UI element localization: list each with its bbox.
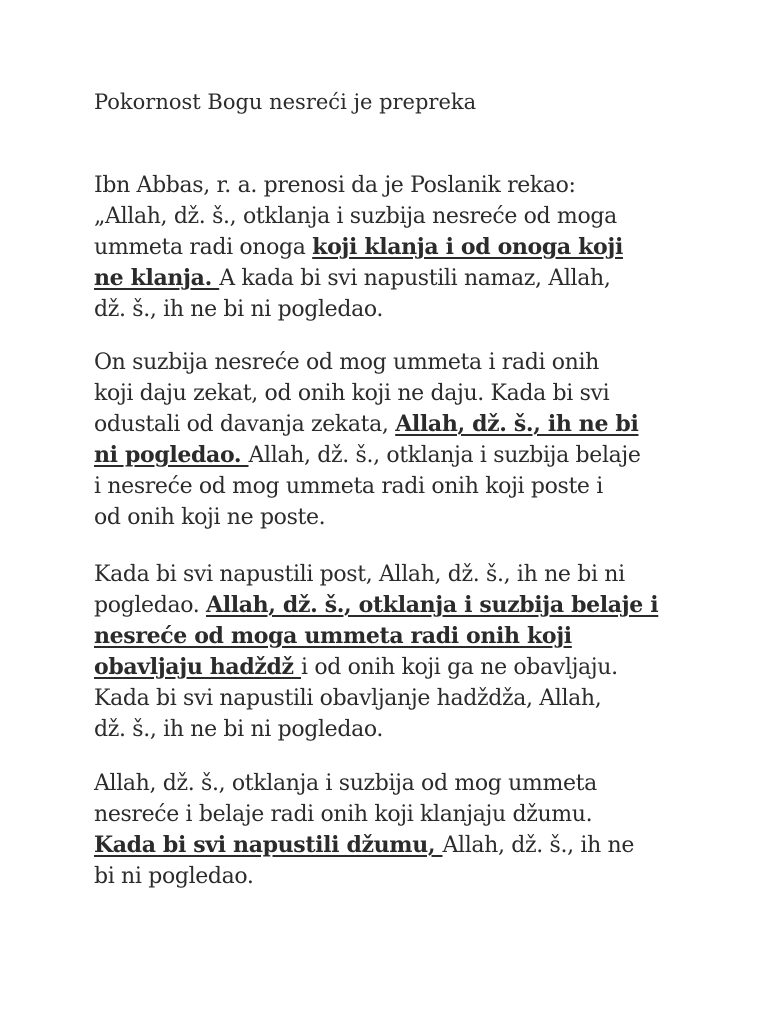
text-line xyxy=(94,294,623,325)
body-text: Kada bi svi napustili obavljanje hadždža, Allah, xyxy=(94,686,602,711)
text-line xyxy=(94,409,641,440)
body-text: koji daju zekat, od onih koji ne daju. Kada bi svi xyxy=(94,381,610,406)
text-line xyxy=(94,440,641,471)
text-line xyxy=(94,652,658,683)
body-text: Allah, dž. š., otklanja i suzbija belaje xyxy=(248,443,641,468)
body-text: dž. š., ih ne bi ni pogledao. xyxy=(94,297,383,322)
text-line xyxy=(94,621,658,652)
text-line xyxy=(94,232,623,263)
body-text: odustali od davanja zekata, xyxy=(94,412,396,437)
emphasized-text: Allah, dž. š., otklanja i suzbija belaje i xyxy=(206,592,659,618)
body-text: i nesreće od mog ummeta radi onih koji poste i xyxy=(94,474,603,499)
text-line xyxy=(94,590,658,621)
text-line xyxy=(94,378,641,409)
text-line xyxy=(94,559,658,590)
paragraph-3 xyxy=(94,559,658,745)
emphasized-text: obavljaju hadždž xyxy=(94,654,301,680)
emphasized-text: nesreće od moga ummeta radi onih koji xyxy=(94,623,572,649)
text-line xyxy=(94,502,641,533)
body-text: od onih koji ne poste. xyxy=(94,505,326,530)
body-text: ummeta radi onoga xyxy=(94,235,313,260)
body-text: „Allah, dž. š., otklanja i suzbija nesreće od moga xyxy=(94,204,617,229)
text-line xyxy=(94,471,641,502)
body-text: A kada bi svi napustili namaz, Allah, xyxy=(219,266,611,291)
text-line xyxy=(94,714,658,745)
text-line xyxy=(94,830,634,861)
body-text: Kada bi svi napustili post, Allah, dž. š., ih ne bi ni xyxy=(94,562,625,587)
text-line xyxy=(94,170,623,201)
text-line xyxy=(94,799,634,830)
paragraph-2 xyxy=(94,347,641,533)
text-line xyxy=(94,768,634,799)
emphasized-text: ne klanja. xyxy=(94,265,220,291)
emphasized-text: koji klanja i od onoga koji xyxy=(312,234,623,260)
document-title: Pokornost Bogu nesreći je prepreka xyxy=(94,90,477,114)
body-text: On suzbija nesreće od mog ummeta i radi onih xyxy=(94,350,600,375)
body-text: Ibn Abbas, r. a. prenosi da je Poslanik rekao: xyxy=(94,173,576,198)
emphasized-text: ni pogledao. xyxy=(94,442,249,468)
body-text: i od onih koji ga ne obavljaju. xyxy=(301,655,618,680)
body-text: Allah, dž. š., otklanja i suzbija od mog ummeta xyxy=(94,771,597,796)
paragraph-1 xyxy=(94,170,623,325)
emphasized-text: Allah, dž. š., ih ne bi xyxy=(395,411,639,437)
paragraph-4 xyxy=(94,768,634,892)
emphasized-text: Kada bi svi napustili džumu, xyxy=(94,832,443,858)
body-text: pogledao. xyxy=(94,593,207,618)
body-text: nesreće i belaje radi onih koji klanjaju džumu. xyxy=(94,802,593,827)
body-text: dž. š., ih ne bi ni pogledao. xyxy=(94,717,383,742)
text-line xyxy=(94,861,634,892)
body-text: Allah, dž. š., ih ne xyxy=(442,833,635,858)
text-line xyxy=(94,201,623,232)
text-line xyxy=(94,683,658,714)
text-line xyxy=(94,263,623,294)
text-line xyxy=(94,347,641,378)
body-text: bi ni pogledao. xyxy=(94,864,254,889)
